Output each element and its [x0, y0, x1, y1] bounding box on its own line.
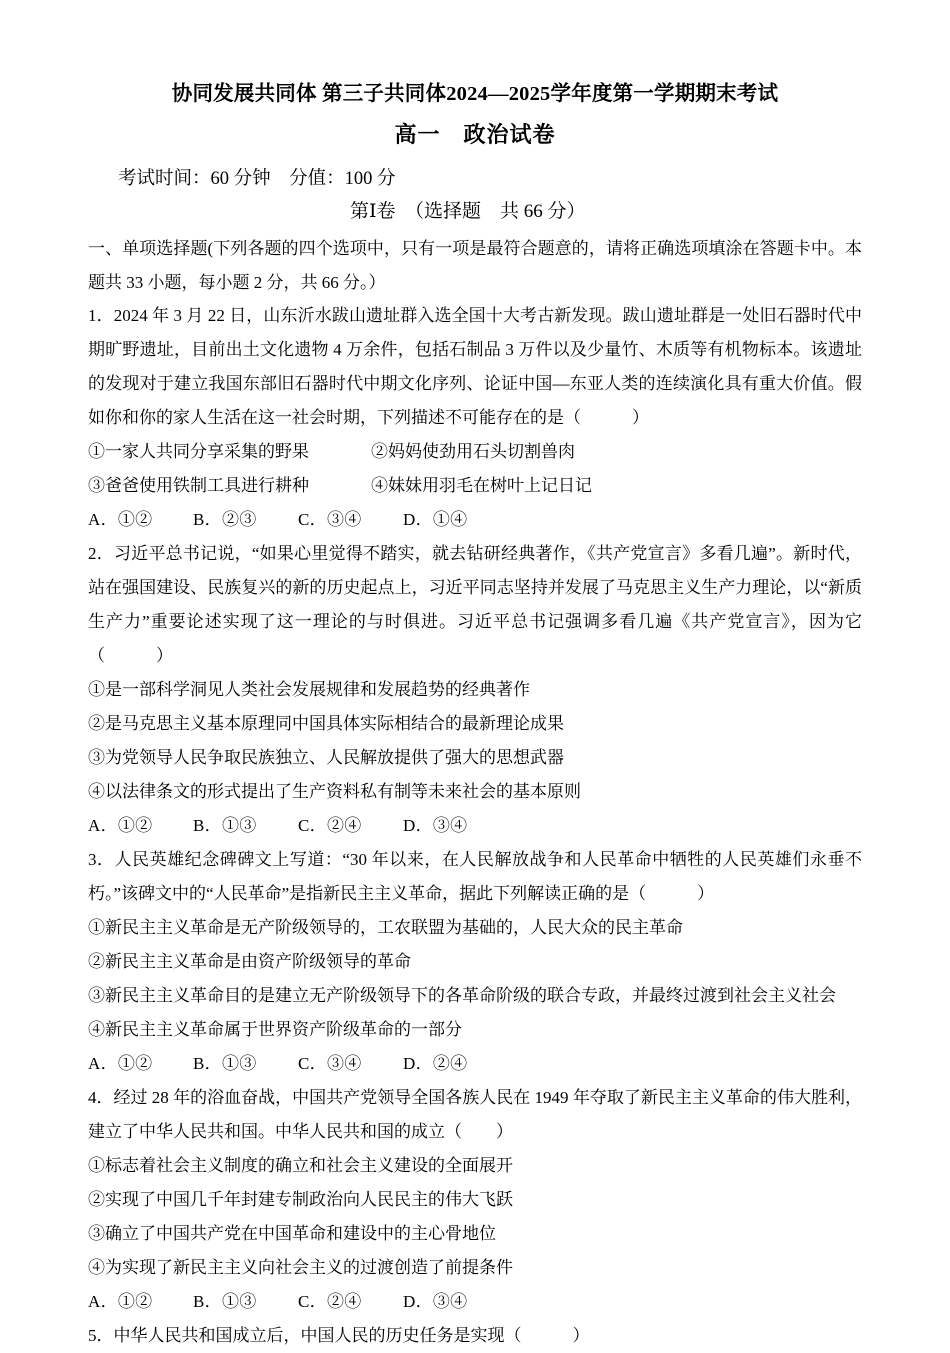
choice-d[interactable]: D．②④	[403, 1054, 468, 1073]
choice-d[interactable]: D．③④	[403, 1292, 468, 1311]
question-5	[88, 1319, 862, 1353]
question-1	[88, 299, 862, 537]
page-subtitle: 高一 政治试卷	[394, 122, 556, 147]
choice-c[interactable]: C．③④	[298, 510, 362, 529]
choice-b[interactable]: B．①③	[193, 1054, 257, 1073]
sub-option: ④妹妹用羽毛在树叶上记日记	[371, 476, 592, 495]
question-stem: 3．人民英雄纪念碑碑文上写道：“30 年以来，在人民解放战争和人民革命中牺牲的人民英雄们永垂不朽。”该碑文中的“人民革命”是指新民主主义革命，据此下列解读正确的是（ ）	[88, 850, 862, 903]
sub-option: ④新民主主义革命属于世界资产阶级革命的一部分	[88, 1020, 462, 1039]
choice-b[interactable]: B．①③	[193, 1292, 257, 1311]
question-stem: 2．习近平总书记说，“如果心里觉得不踏实，就去钻研经典著作，《共产党宣言》多看几遍”。新时代，站在强国建设、民族复兴的新的历史起点上，习近平同志坚持并发展了马克思主义生产力理论，以“新质生产力”重要论述实现了这一理论的与时俱进。习近平总书记强调多看几遍《共产党宣言》，因为它（ ）	[88, 544, 862, 665]
instructions-paragraph: 一、单项选择题(下列各题的四个选项中，只有一项是最符合题意的，请将正确选项填涂在答题卡中。本题共 33 小题，每小题 2 分，共 66 分。）	[88, 239, 862, 292]
question-choices	[88, 1285, 862, 1319]
exam-info-line: 考试时间：60 分钟 分值：100 分	[118, 169, 396, 189]
choice-c[interactable]: C．③④	[298, 1054, 362, 1073]
choice-a[interactable]: A．①②	[88, 816, 153, 835]
page-title: 协同发展共同体 第三子共同体2024—2025学年度第一学期期末考试	[171, 83, 779, 105]
choice-a[interactable]: A．①②	[88, 1292, 153, 1311]
question-3	[88, 843, 862, 1081]
sub-option: ②是马克思主义基本原理同中国具体实际相结合的最新理论成果	[88, 714, 564, 733]
choice-c[interactable]: C．②④	[298, 816, 362, 835]
sub-option: ②新民主主义革命是由资产阶级领导的革命	[88, 952, 411, 971]
choice-a[interactable]: A．①②	[88, 510, 153, 529]
choice-d[interactable]: D．①④	[403, 510, 468, 529]
sub-option: ①新民主主义革命是无产阶级领导的，工农联盟为基础的，人民大众的民主革命	[88, 918, 683, 937]
question-stem: 5．中华人民共和国成立后，中国人民的历史任务是实现（ ）	[88, 1326, 590, 1345]
sub-option: ②实现了中国几千年封建专制政治向人民民主的伟大飞跃	[88, 1190, 513, 1209]
question-choices	[88, 809, 862, 843]
sub-option: ③为党领导人民争取民族独立、人民解放提供了强大的思想武器	[88, 748, 564, 767]
sub-option: ①标志着社会主义制度的确立和社会主义建设的全面展开	[88, 1156, 513, 1175]
choice-c[interactable]: C．②④	[298, 1292, 362, 1311]
question-stem: 4．经过 28 年的浴血奋战，中国共产党领导全国各族人民在 1949 年夺取了新民主主义革命的伟大胜利，建立了中华人民共和国。中华人民共和国的成立（ ）	[88, 1088, 862, 1141]
sub-option: ④以法律条文的形式提出了生产资料私有制等未来社会的基本原则	[88, 782, 581, 801]
sub-option: ①是一部科学洞见人类社会发展规律和发展趋势的经典著作	[88, 680, 530, 699]
question-stem: 1．2024 年 3 月 22 日，山东沂水跋山遗址群入选全国十大考古新发现。跋山遗址群是一处旧石器时代中期旷野遗址，目前出土文化遗物 4 万余件，包括石制品 3 万件以及少量竹、木质等有机物标本。该遗址的发现对于建立我国东部旧石器时代中期文化序列、论证中国—东亚人类的连续演化具有重大价值。假如你和你的家人生活在这一社会时期，下列描述不可能存在的是（ ）	[88, 306, 862, 427]
sub-option: ③爸爸使用铁制工具进行耕种	[88, 476, 309, 495]
section-heading-volume-1: 第Ⅰ卷 （选择题 共 66 分）	[350, 201, 586, 222]
question-4	[88, 1081, 862, 1319]
question-choices	[88, 1047, 862, 1081]
sub-option: ③新民主主义革命目的是建立无产阶级领导下的各革命阶级的联合专政，并最终过渡到社会主义社会	[88, 986, 836, 1005]
choice-a[interactable]: A．①②	[88, 1054, 153, 1073]
choice-b[interactable]: B．②③	[193, 510, 257, 529]
choice-b[interactable]: B．①③	[193, 816, 257, 835]
sub-option: ②妈妈使劲用石头切割兽肉	[371, 442, 575, 461]
question-choices	[88, 503, 862, 537]
question-2	[88, 537, 862, 843]
choice-d[interactable]: D．③④	[403, 816, 468, 835]
question-sub-option-row	[88, 469, 862, 503]
sub-option: ①一家人共同分享采集的野果	[88, 442, 309, 461]
sub-option: ③确立了中国共产党在中国革命和建设中的主心骨地位	[88, 1224, 496, 1243]
sub-option: ④为实现了新民主主义向社会主义的过渡创造了前提条件	[88, 1258, 513, 1277]
question-sub-option-row	[88, 435, 862, 469]
